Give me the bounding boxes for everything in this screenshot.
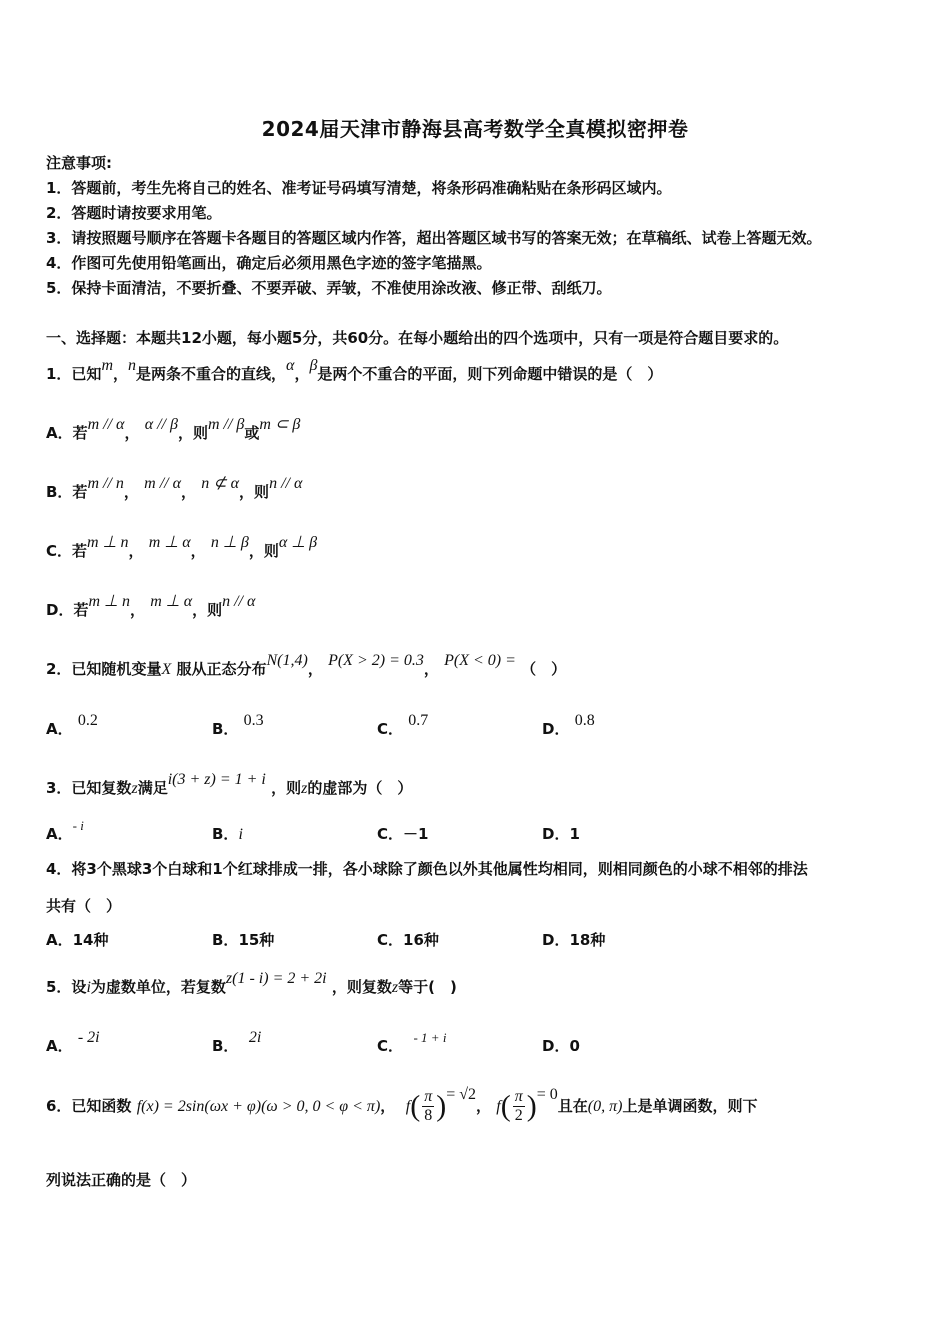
q1-sep: ， (129, 601, 145, 619)
math-expr: m ⊥ α (150, 593, 193, 610)
option-label: A． (46, 825, 73, 843)
q6-text: 6．已知函数 (46, 1097, 132, 1115)
math-beta: β (309, 357, 318, 374)
option-value: 0.2 (77, 712, 98, 729)
math-expr: α ⊥ β (278, 534, 318, 551)
question-2-stem (46, 652, 567, 679)
notice-item: 3．请按照题号顺序在答题卡各题目的答题区域内作答，超出答题区域书写的答案无效；在草稿纸、试卷上答题无效。 (46, 229, 822, 247)
option-label: D． (542, 931, 570, 949)
frac-num: π (424, 1088, 433, 1105)
q5-text: ，则复数 (331, 978, 392, 996)
math-expr: m ⊥ n (87, 534, 129, 551)
math-expr: N(1,4) (266, 652, 308, 669)
question-3-stem (46, 771, 413, 798)
math-expr: (0, π) (587, 1098, 623, 1115)
q4-option-a[interactable] (46, 929, 108, 950)
q3-option-b[interactable] (212, 823, 243, 844)
q2-option-d[interactable] (542, 712, 595, 739)
math-expr: z(1 - i) = 2 + 2i (225, 970, 327, 987)
option-text: 或 (244, 424, 260, 442)
question-4-stem-cont: 共有（ ） (46, 897, 122, 915)
q5-text: 为虚数单位，若复数 (90, 978, 226, 996)
q6-text: 且在 (557, 1097, 588, 1115)
notice-item: 5．保持卡面清洁，不要折叠、不要弄破、弄皱，不准使用涂改液、修正带、刮纸刀。 (46, 279, 612, 297)
frac-den: 2 (514, 1107, 523, 1124)
q4-option-c[interactable] (377, 929, 439, 950)
option-value: 0.8 (574, 712, 595, 729)
option-text: ，则 (239, 483, 270, 501)
page-title: 2024届天津市静海县高考数学全真模拟密押卷 (261, 117, 689, 141)
math-expr: n // α (269, 475, 303, 492)
q5-option-a[interactable] (46, 1029, 100, 1056)
q6-sep: ， (380, 1097, 396, 1115)
math-expr: i(3 + z) = 1 + i (167, 771, 266, 788)
frac-num: π (514, 1088, 523, 1105)
q1-sep: ， (123, 483, 139, 501)
math-expr: n ⊄ α (201, 475, 240, 492)
option-label: B． (212, 825, 239, 843)
option-label: C． (377, 720, 404, 738)
option-value: - i (72, 818, 84, 833)
q3-text: ，则 (271, 779, 302, 797)
option-value: 16种 (403, 931, 439, 949)
math-alpha: α (286, 357, 295, 374)
option-label: C． (377, 931, 404, 949)
q2-text: 服从正态分布 (176, 660, 267, 678)
notice-item: 4．作图可先使用铅笔画出，确定后必须用黑色字迹的签字笔描黑。 (46, 254, 492, 272)
option-value: 18种 (569, 931, 606, 949)
math-expr: n // α (222, 593, 256, 610)
option-label: D． (542, 825, 570, 843)
option-label: D．若 (46, 601, 89, 619)
q1-option-d[interactable] (46, 593, 256, 620)
math-f: f (405, 1098, 411, 1115)
fraction-pi-8 (422, 1088, 434, 1125)
question-5-stem (46, 970, 457, 997)
q2-text: （ ） (521, 660, 567, 678)
option-value: 15种 (238, 931, 275, 949)
option-label: B．若 (46, 483, 88, 501)
q5-option-c[interactable] (377, 1030, 447, 1056)
option-text: ，则 (248, 542, 279, 560)
math-expr: m // α (144, 475, 181, 492)
math-expr: m ⊂ β (259, 416, 301, 433)
q5-option-d[interactable] (542, 1035, 580, 1056)
option-label: A． (46, 1037, 73, 1055)
q1-sep: ， (180, 483, 196, 501)
math-expr: n ⊥ β (210, 534, 249, 551)
q2-option-c[interactable] (377, 712, 429, 739)
option-value: 0.7 (408, 712, 429, 729)
option-label: C．若 (46, 542, 88, 560)
option-value: －1 (403, 825, 429, 843)
q2-option-b[interactable] (212, 712, 264, 739)
math-f: f (496, 1098, 501, 1115)
paren-open: ( (410, 1089, 421, 1123)
option-label: A． (46, 720, 73, 738)
question-6-stem (46, 1088, 757, 1125)
math-expr: f(x) = 2sin(ωx + φ)(ω > 0, 0 < φ < π) (136, 1098, 381, 1115)
q4-option-b[interactable] (212, 929, 274, 950)
q2-option-a[interactable] (46, 712, 98, 739)
option-value: 1 (569, 825, 580, 843)
q1-sep: ， (128, 542, 144, 560)
math-expr: m // β (207, 416, 245, 433)
q3-text: 3．已知复数 (46, 779, 132, 797)
option-text: ，则 (192, 601, 223, 619)
paren-open: ( (500, 1089, 511, 1123)
q6-text: 上是单调函数，则下 (622, 1097, 758, 1115)
option-label: A． (46, 931, 73, 949)
frac-den: 8 (424, 1107, 433, 1124)
option-label: D． (542, 1037, 570, 1055)
notice-heading: 注意事项: (46, 154, 112, 172)
question-4-stem: 4．将3个黑球3个白球和1个红球排成一排，各小球除了颜色以外其他属性均相同，则相同颜色的小球不相邻的排法 (46, 860, 808, 878)
fraction-pi-2 (513, 1088, 525, 1125)
math-expr: m // α (87, 416, 125, 433)
q1-option-a[interactable] (46, 416, 301, 443)
q1-text: 是两个不重合的平面，则下列命题中错误的是（ ） (317, 365, 663, 383)
paren-close: ) (526, 1089, 537, 1123)
q5-option-b[interactable] (212, 1029, 262, 1056)
q1-sep: ， (190, 542, 206, 560)
q2-text: 2．已知随机变量 (46, 660, 162, 678)
q4-option-d[interactable] (542, 929, 605, 950)
q1-option-c[interactable] (46, 534, 318, 561)
q3-option-a[interactable] (46, 818, 84, 844)
math-z: z (301, 780, 308, 797)
math-expr: = √2 (446, 1086, 477, 1103)
option-value: 14种 (72, 931, 109, 949)
option-label: D． (542, 720, 570, 738)
math-expr: m ⊥ n (88, 593, 130, 610)
question-1-stem (46, 357, 663, 384)
option-label: B． (212, 1037, 239, 1055)
q3-option-d[interactable] (542, 823, 580, 844)
option-label: A．若 (46, 424, 88, 442)
q1-sep: ， (294, 365, 310, 383)
option-text: ，则 (177, 424, 208, 442)
paren-close: ) (436, 1089, 447, 1123)
math-expr: P(X > 2) = 0.3 (328, 652, 424, 669)
q1-option-b[interactable] (46, 475, 303, 502)
math-expr: P(X < 0) = (444, 652, 516, 669)
q1-sep: ， (113, 365, 129, 383)
notice-item: 1．答题前，考生先将自己的姓名、准考证号码填写清楚，将条形码准确粘贴在条形码区域内。 (46, 179, 672, 197)
q1-text: 1．已知 (46, 365, 102, 383)
option-label: C． (377, 1037, 404, 1055)
math-n: n (128, 357, 137, 374)
option-label: B． (212, 720, 239, 738)
option-value: 2i (248, 1029, 262, 1046)
q2-sep: ， (423, 660, 439, 678)
q3-text: 满足 (137, 779, 168, 797)
math-X: X (161, 661, 172, 678)
q5-text: 等于( ) (398, 978, 457, 996)
question-6-stem-cont: 列说法正确的是（ ） (46, 1171, 197, 1189)
option-value: - 1 + i (413, 1030, 447, 1045)
math-m: m (101, 357, 113, 374)
q1-text: 是两条不重合的直线， (136, 365, 287, 383)
option-value: 0.3 (243, 712, 264, 729)
q3-text: 的虚部为（ ） (307, 779, 413, 797)
math-z: z (131, 780, 138, 797)
math-expr: m ⊥ α (148, 534, 191, 551)
q1-sep: ， (124, 424, 140, 442)
q3-option-c[interactable] (377, 823, 428, 844)
notice-item: 2．答题时请按要求用笔。 (46, 204, 222, 222)
option-value: - 2i (77, 1029, 100, 1046)
q2-sep: ， (307, 660, 323, 678)
q6-sep: ， (476, 1097, 492, 1115)
math-expr: = 0 (536, 1086, 558, 1103)
option-value: 0 (569, 1037, 580, 1055)
math-z: z (391, 979, 399, 996)
q5-text: 5．设 (46, 978, 87, 996)
math-i: i (86, 979, 91, 996)
option-label: B． (212, 931, 239, 949)
section-heading: 一、选择题：本题共12小题，每小题5分，共60分。在每小题给出的四个选项中，只有一项是符合题目要求的。 (46, 329, 789, 347)
math-expr: α // β (144, 416, 178, 433)
option-label: C． (377, 825, 404, 843)
option-value: i (238, 826, 243, 843)
math-expr: m // n (87, 475, 124, 492)
